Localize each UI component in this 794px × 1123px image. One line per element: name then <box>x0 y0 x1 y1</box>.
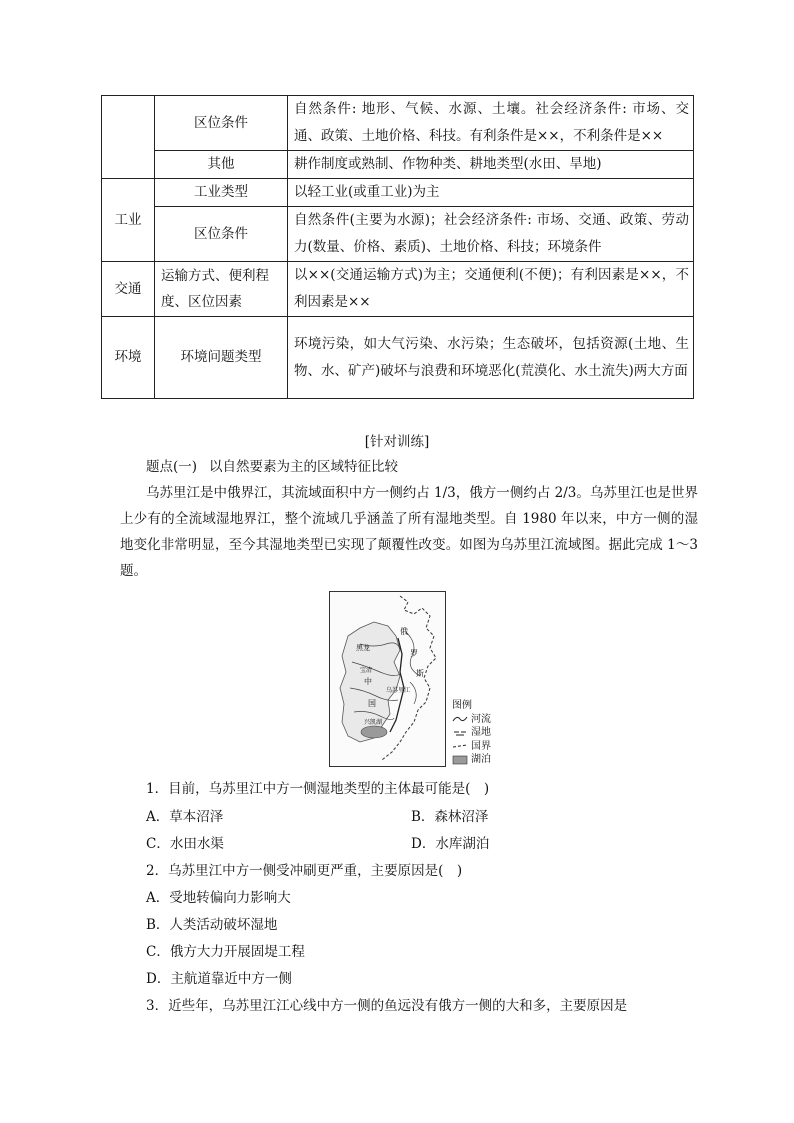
legend-item <box>452 753 491 767</box>
table-row <box>102 96 694 151</box>
table-cell-category: 环境 <box>102 317 155 399</box>
question-stem: 1．目前，乌苏里江中方一侧湿地类型的主体最可能是( ) <box>146 781 490 797</box>
topic-heading <box>146 455 398 475</box>
table-cell-content: 以轻工业(或重工业)为主 <box>288 179 694 207</box>
question-stem: 3．近些年，乌苏里江江心线中方一侧的鱼远没有俄方一侧的大和多，主要原因是 <box>146 998 628 1014</box>
map-label: 宝清 <box>360 667 373 674</box>
table-row <box>102 207 694 262</box>
legend-item <box>452 713 491 727</box>
table-cell-category: 交通 <box>102 262 155 317</box>
legend-label: 湖泊 <box>471 754 491 765</box>
table-cell-subcategory: 区位条件 <box>155 96 288 151</box>
table-cell-subcategory: 运输方式、便利程度、区位因素 <box>155 262 288 317</box>
legend-label: 河流 <box>471 713 491 725</box>
river-icon <box>452 714 468 724</box>
summary-table <box>101 95 694 399</box>
legend-title: 图例 <box>452 700 472 711</box>
table-cell-content: 自然条件(主要为水源)；社会经济条件: 市场、交通、政策、劳动力(数量、价格、素质)、土地价格、科技；环境条件 <box>288 207 694 262</box>
table-row <box>102 262 694 317</box>
table-cell-category <box>102 96 155 179</box>
table-cell-content: 耕作制度或熟制、作物种类、耕地类型(水田、旱地) <box>288 151 694 179</box>
river-basin-map <box>329 591 446 767</box>
table-cell-content: 自然条件: 地形、气候、水源、土壤。社会经济条件: 市场、交通、政策、土地价格、科技。有利条件是××，不利条件是×× <box>288 96 694 151</box>
table-cell-content: 环境污染，如大气污染、水污染；生态破坏，包括资源(土地、生物、水、矿产)破坏与浪费和环境恶化(荒漠化、水土流失)两大方面 <box>288 317 694 399</box>
lake-icon <box>452 755 468 765</box>
map-label: 罗 <box>410 649 418 658</box>
legend-item <box>452 726 491 740</box>
map-label: 俄 <box>400 627 408 636</box>
table-cell-content: 以××(交通运输方式)为主；交通便利(不便)；有利因素是××，不利因素是×× <box>288 262 694 317</box>
border-icon <box>452 741 468 751</box>
table-cell-subcategory: 工业类型 <box>155 179 288 207</box>
map-legend <box>452 699 491 767</box>
legend-label: 湿地 <box>471 727 491 738</box>
section-heading: [针对训练] <box>364 434 430 450</box>
map-label: 兴凯湖 <box>364 719 383 726</box>
wetland-icon <box>452 728 468 738</box>
answer-option[interactable]: A．草本沼泽 <box>146 809 224 825</box>
table-row <box>102 151 694 179</box>
legend-item <box>452 740 491 754</box>
map-label: 黑龙 <box>356 644 370 652</box>
legend-label: 国界 <box>471 740 491 752</box>
answer-option[interactable]: D．主航道靠近中方一侧 <box>146 971 292 987</box>
map-label: 乌苏里江 <box>386 687 411 694</box>
answer-option[interactable]: C．水田水渠 <box>146 836 224 852</box>
answer-option[interactable]: D．水库湖泊 <box>411 836 490 852</box>
table-row <box>102 317 694 399</box>
table-row <box>102 179 694 207</box>
table-cell-subcategory: 其他 <box>155 151 288 179</box>
topic-title: 以自然要素为主的区域特征比较 <box>209 459 399 475</box>
table-cell-category: 工业 <box>102 179 155 262</box>
map-drawing <box>330 592 445 766</box>
answer-option[interactable]: C．俄方大力开展固堤工程 <box>146 944 305 960</box>
intro-paragraph: 乌苏里江是中俄界江，其流域面积中方一侧约占 1/3，俄方一侧约占 2/3。乌苏里江也是世界上少有的全流域湿地界江，整个流域几乎涵盖了所有湿地类型。自 1980 年以来，中方一侧的湿地变化非常明显，至今其湿地类型已实现了颠覆性改变。如图为乌苏里江流域图。据此完成 1～3 题。 <box>120 485 698 579</box>
map-label: 国 <box>368 699 376 708</box>
table-cell-subcategory: 环境问题类型 <box>155 317 288 399</box>
answer-option[interactable]: B．人类活动破坏湿地 <box>146 917 278 933</box>
map-label: 斯 <box>416 669 424 678</box>
lake-shape <box>361 726 387 738</box>
answer-option[interactable]: B．森林沼泽 <box>411 809 489 825</box>
answer-option[interactable]: A．受地转偏向力影响大 <box>146 890 291 906</box>
table-cell-subcategory: 区位条件 <box>155 207 288 262</box>
map-label: 中 <box>364 677 372 686</box>
topic-label: 题点(一) <box>146 459 198 475</box>
question-stem: 2．乌苏里江中方一侧受冲刷更严重，主要原因是( ) <box>146 863 463 879</box>
